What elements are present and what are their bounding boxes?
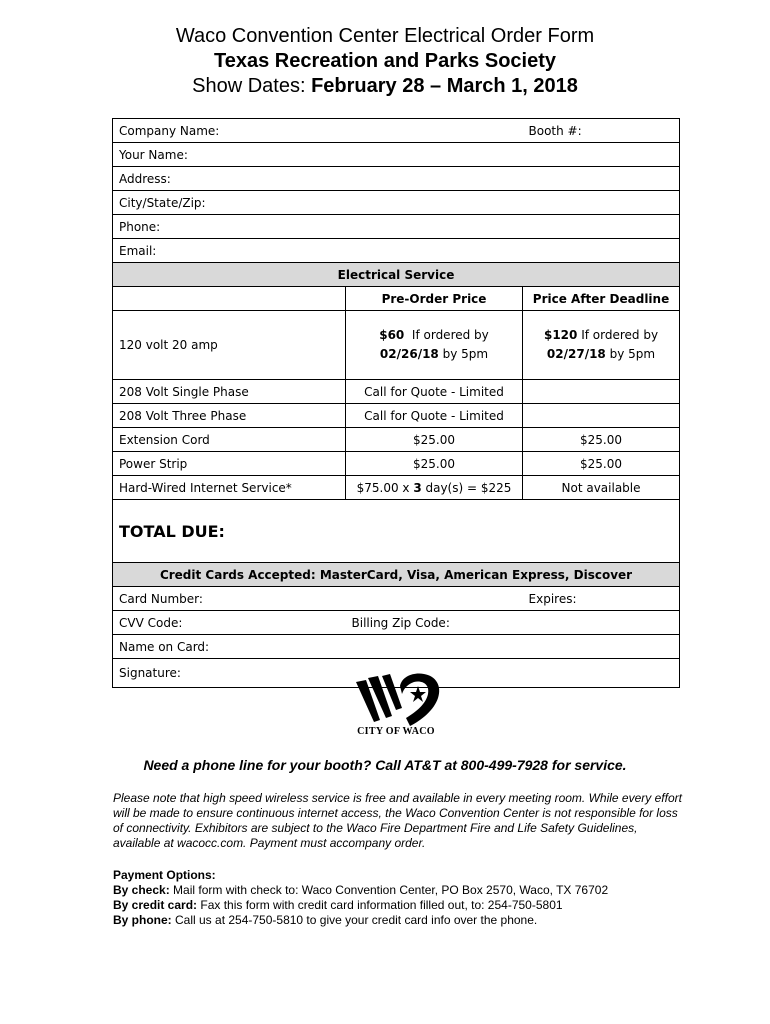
preorder-time: by 5pm [442, 347, 489, 361]
preorder-price-header: Pre-Order Price [346, 287, 523, 311]
card-number-field[interactable]: Card Number: [113, 587, 523, 611]
company-row [113, 119, 680, 143]
after-condition: If ordered by [581, 328, 659, 342]
after-deadline-price-cell: Not available [523, 476, 680, 500]
phone-field[interactable]: Phone: [113, 215, 680, 239]
payment-options [113, 868, 713, 928]
city-state-zip-field[interactable]: City/State/Zip: [113, 191, 680, 215]
by-credit-card-label: By credit card: [113, 898, 198, 912]
after-time: by 5pm [609, 347, 656, 361]
after-deadline-price-cell[interactable]: $25.00 [523, 452, 680, 476]
electrical-service-header: Electrical Service [113, 263, 680, 287]
preorder-condition: If ordered by [411, 328, 489, 342]
service-label: 120 volt 20 amp [113, 311, 346, 380]
logo-caption: CITY OF WACO [357, 726, 435, 737]
service-label: 208 Volt Three Phase [113, 404, 346, 428]
address-field[interactable]: Address: [113, 167, 680, 191]
total-row [113, 500, 680, 563]
preorder-amount: $60 [379, 328, 405, 342]
payment-options-title: Payment Options: [113, 868, 216, 882]
table-row [113, 452, 680, 476]
signature-field[interactable]: Signature: [113, 659, 680, 688]
by-phone-text: Call us at 254-750-5810 to give your credit card info over the phone. [171, 913, 538, 927]
by-credit-card-text: Fax this form with credit card information filled out, to: 254-750-5801 [197, 898, 563, 912]
table-row [113, 476, 680, 500]
order-form-table [112, 118, 680, 688]
preorder-price-cell[interactable]: Call for Quote - Limited [346, 404, 523, 428]
preorder-date: 02/26/18 [379, 347, 439, 361]
service-label: Power Strip [113, 452, 346, 476]
after-deadline-header: Price After Deadline [523, 287, 680, 311]
preorder-price-cell[interactable] [346, 476, 523, 500]
phone-line-notice: Need a phone line for your booth? Call AT&T at 800-499-7928 for service. [143, 757, 627, 773]
after-deadline-price-cell[interactable]: $25.00 [523, 428, 680, 452]
after-date: 02/27/18 [546, 347, 606, 361]
internet-rate: $75.00 x [356, 480, 414, 495]
table-row [113, 404, 680, 428]
expires-field[interactable]: Expires: [523, 587, 680, 611]
service-label: 208 Volt Single Phase [113, 380, 346, 404]
price-header-row [113, 287, 680, 311]
table-row [113, 311, 680, 380]
total-due-label: TOTAL DUE: [119, 521, 225, 541]
total-due-field[interactable] [113, 500, 680, 563]
card-number-row [113, 587, 680, 611]
form-title: Waco Convention Center Electrical Order Form [175, 25, 595, 47]
service-label: Extension Cord [113, 428, 346, 452]
preorder-price-cell[interactable] [346, 311, 523, 380]
name-on-card-field[interactable]: Name on Card: [113, 635, 680, 659]
billing-zip-field[interactable]: Billing Zip Code: [346, 611, 680, 635]
after-deadline-price-cell[interactable] [523, 311, 680, 380]
booth-number-field[interactable]: Booth #: [523, 119, 680, 143]
preorder-price-cell[interactable]: $25.00 [346, 428, 523, 452]
after-deadline-price-cell[interactable] [523, 404, 680, 428]
by-check-text: Mail form with check to: Waco Convention Center, PO Box 2570, Waco, TX 76702 [169, 883, 609, 897]
after-amount: $120 [543, 328, 578, 342]
table-row [113, 380, 680, 404]
preorder-price-cell[interactable]: $25.00 [346, 452, 523, 476]
internet-total: day(s) = $225 [421, 480, 512, 495]
company-name-field[interactable]: Company Name: [113, 119, 523, 143]
service-label: Hard-Wired Internet Service* [113, 476, 346, 500]
table-row [113, 428, 680, 452]
wireless-disclaimer: Please note that high speed wireless service is free and available in every meeting room. While every effort will be made to ensure continuous internet access, the Waco Convention Center is not responsible for loss of connectivity. Exhibitors are subject to the Waco Fire Department Fire and Life Safety Guidelines, available at wacocc.com. Payment must accompany order. [113, 791, 682, 850]
after-deadline-price-cell[interactable] [523, 380, 680, 404]
show-dates-prefix: Show Dates: [192, 75, 312, 97]
email-field[interactable]: Email: [113, 239, 680, 263]
show-dates [0, 74, 770, 98]
by-phone-label: By phone: [113, 913, 172, 927]
by-check-label: By check: [113, 883, 170, 897]
credit-cards-header: Credit Cards Accepted: MasterCard, Visa, American Express, Discover [113, 563, 680, 587]
preorder-price-cell[interactable]: Call for Quote - Limited [346, 380, 523, 404]
internet-days: 3 [413, 480, 422, 495]
blank-cell [113, 287, 346, 311]
your-name-field[interactable]: Your Name: [113, 143, 680, 167]
organization-name: Texas Recreation and Parks Society [213, 50, 556, 72]
show-dates-value: February 28 – March 1, 2018 [311, 75, 578, 97]
cvv-row [113, 611, 680, 635]
cvv-field[interactable]: CVV Code: [113, 611, 346, 635]
